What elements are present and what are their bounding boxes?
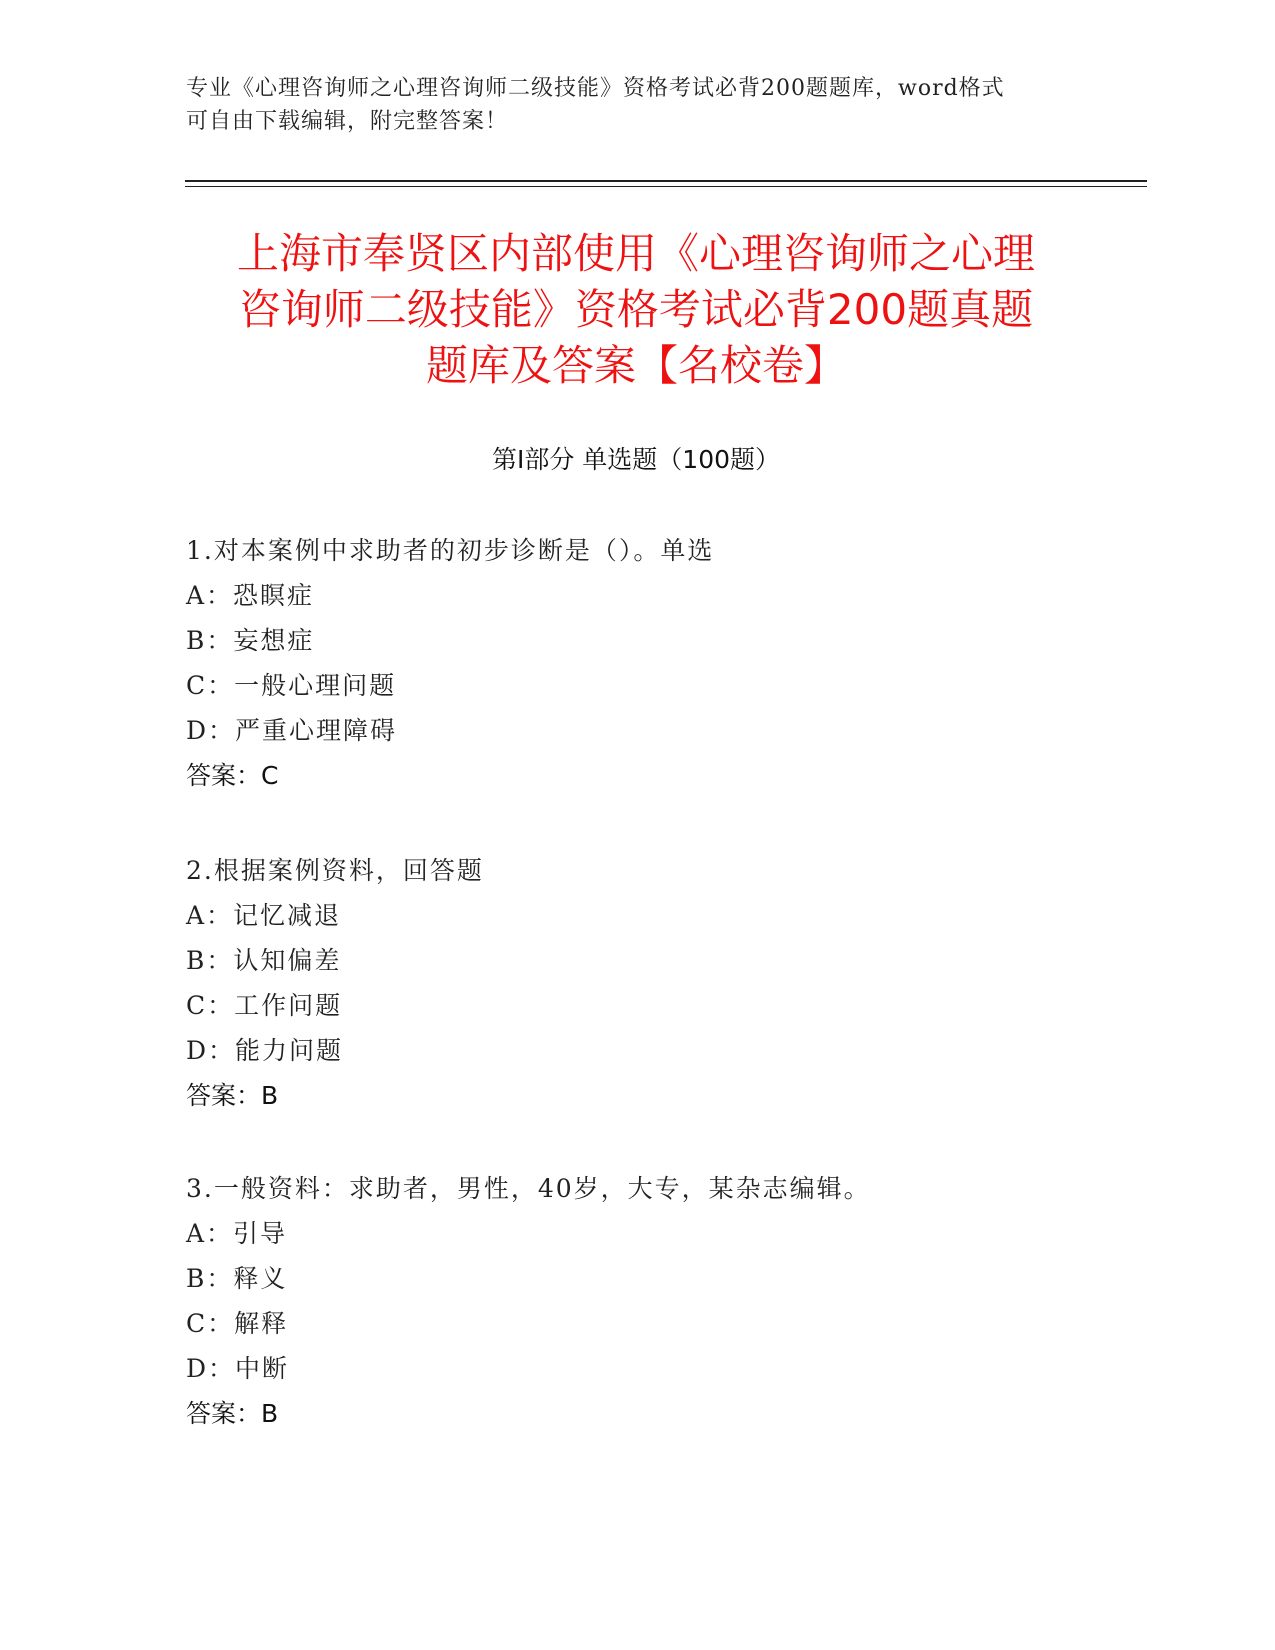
option-c: C：工作问题 <box>186 991 343 1020</box>
option-b: B：释义 <box>186 1264 288 1293</box>
document-title-line-1: 上海市奉贤区内部使用《心理咨询师之心理 <box>236 229 1035 278</box>
option-a: A：记忆减退 <box>186 901 342 930</box>
header-note-line-1: 专业《心理咨询师之心理咨询师二级技能》资格考试必背200题题库，word格式 <box>186 76 1005 101</box>
option-a: A：引导 <box>186 1219 288 1248</box>
option-c: C：解释 <box>186 1309 289 1338</box>
header-divider-thin <box>185 186 1147 187</box>
answer: 答案：B <box>186 1081 279 1110</box>
question-1 <box>186 528 1086 798</box>
header-note-line-2: 可自由下载编辑，附完整答案！ <box>186 109 509 134</box>
question-2 <box>186 848 1086 1118</box>
option-b: B：认知偏差 <box>186 946 342 975</box>
header-divider-thick <box>185 180 1147 182</box>
option-d: D：严重心理障碍 <box>186 716 398 745</box>
document-title-line-3: 题库及答案【名校卷】 <box>425 341 846 390</box>
answer: 答案：C <box>186 761 279 790</box>
option-a: A：恐瞑症 <box>186 581 315 610</box>
answer: 答案：B <box>186 1399 279 1428</box>
section-title: 第Ⅰ部分 单选题（100题） <box>491 445 781 474</box>
question-stem: 1.对本案例中求助者的初步诊断是（）。单选 <box>186 536 715 565</box>
document-title <box>186 226 1086 394</box>
option-d: D：中断 <box>186 1354 290 1383</box>
question-stem: 3.一般资料：求助者，男性，40岁，大专，某杂志编辑。 <box>186 1174 871 1203</box>
option-c: C：一般心理问题 <box>186 671 397 700</box>
question-stem: 2.根据案例资料，回答题 <box>186 856 484 885</box>
question-3 <box>186 1166 1086 1436</box>
document-title-line-2: 咨询师二级技能》资格考试必背200题真题 <box>238 285 1034 334</box>
option-b: B：妄想症 <box>186 626 315 655</box>
option-d: D：能力问题 <box>186 1036 344 1065</box>
header-note <box>186 72 1086 138</box>
